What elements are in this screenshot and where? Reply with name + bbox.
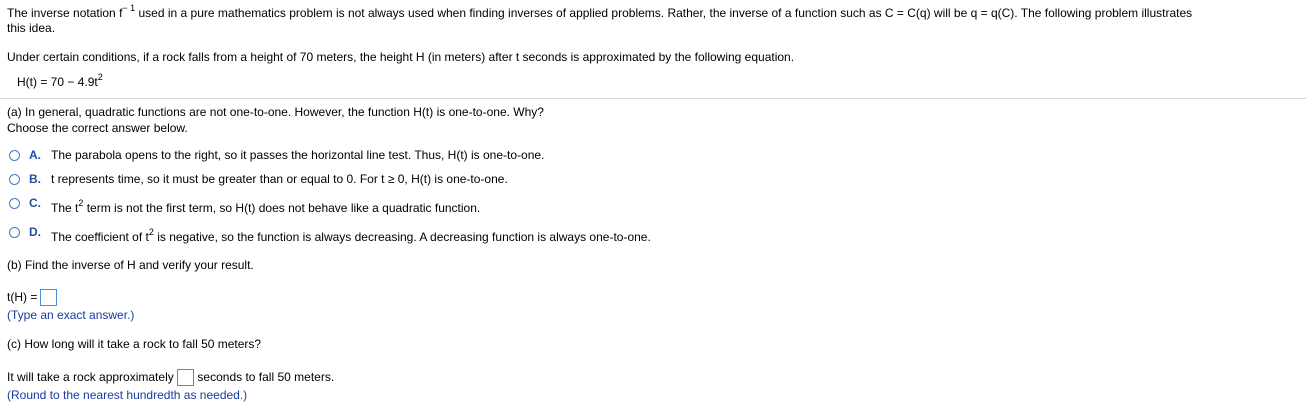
equation-base: H(t) = 70 − 4.9t [17,75,98,89]
option-d-exponent: 2 [148,227,154,237]
part-c-answer-row [7,368,334,386]
inverse-answer-input[interactable] [40,289,57,306]
option-b-text: t represents time, so it must be greater than or equal to 0. For t ≥ 0, H(t) is one-to-one. [51,172,508,186]
part-a-instruction: Choose the correct answer below. [7,121,188,135]
section-divider [0,98,1306,99]
option-a-text: The parabola opens to the right, so it passes the horizontal line test. Thus, H(t) is one-to-one. [51,148,545,162]
option-c-exponent: 2 [78,198,84,208]
context-text: Under certain conditions, if a rock falls from a height of 70 meters, the height H (in meters) after t seconds is approximated by the following equation. [7,50,795,64]
intro-text-part1: The inverse notation f [7,6,123,20]
inverse-exponent: − 1 [122,3,136,13]
part-b-answer-row [7,288,57,306]
option-d-letter: D. [29,225,41,239]
option-c-text-post: term is not the first term, so H(t) does not behave like a quadratic function. [83,201,481,215]
option-a-letter: A. [29,148,41,162]
option-b-letter: B. [29,172,41,186]
part-c-answer-pre: It will take a rock approximately [7,370,174,384]
option-c-letter: C. [29,196,41,210]
intro-text-part2: used in a pure mathematics problem is not always used when finding inverses of applied problems. Rather, the inverse of a function such as C = C(q) will be q = q(C). The following problem illustrates [135,6,1193,20]
radio-option-a[interactable] [9,150,20,161]
part-b-note: (Type an exact answer.) [7,308,135,322]
part-c-note: (Round to the nearest hundredth as needed.) [7,388,248,402]
equation [17,72,103,90]
part-c-question: (c) How long will it take a rock to fall 50 meters? [7,337,262,351]
part-a-question: (a) In general, quadratic functions are not one-to-one. However, the function H(t) is one-to-one. Why? [7,105,544,119]
radio-option-c[interactable] [9,198,20,209]
equation-exponent: 2 [97,72,103,82]
intro-line-1 [7,3,1193,21]
part-b-answer-label: t(H) = [7,290,38,304]
part-c-answer-post: seconds to fall 50 meters. [197,370,335,384]
option-c-text [51,198,481,216]
time-answer-input[interactable] [177,369,194,386]
radio-option-d[interactable] [9,227,20,238]
radio-option-b[interactable] [9,174,20,185]
part-b-question: (b) Find the inverse of H and verify your result. [7,258,254,272]
option-c-text-pre: The t [51,201,79,215]
option-d-text-pre: The coefficient of t [51,230,149,244]
intro-line-2: this idea. [7,21,56,35]
option-d-text [51,227,651,245]
option-d-text-post: is negative, so the function is always decreasing. A decreasing function is always one-to-one. [153,230,651,244]
